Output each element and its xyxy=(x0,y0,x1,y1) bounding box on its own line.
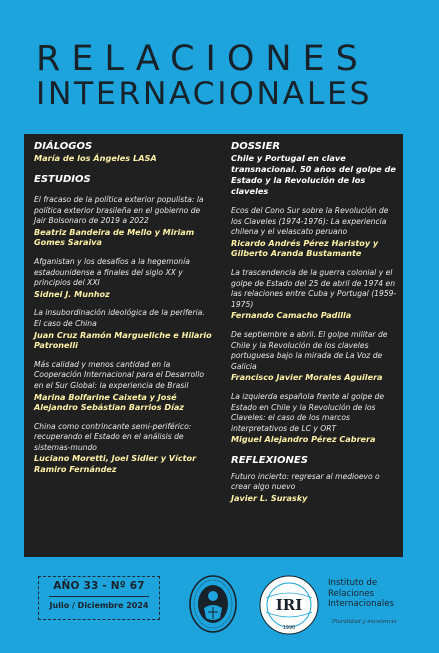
article-authors: Javier L. Surasky xyxy=(231,493,308,504)
university-seal-icon xyxy=(188,574,238,634)
section-heading-dialogos: DIÁLOGOS xyxy=(34,141,93,152)
issue-box xyxy=(38,576,160,620)
cover-footer xyxy=(0,572,439,653)
issue-divider xyxy=(49,596,149,597)
article-title: China como contrincante semi-periférico: recuperando el Estado en el análisis de sistemas-mundo xyxy=(34,421,192,452)
table-of-contents xyxy=(24,134,403,557)
article-authors: Sidnei J. Munhoz xyxy=(34,288,110,299)
article-entry xyxy=(231,392,397,445)
article-title: El fracaso de la política exterior populista: la política exterior brasileña en el gobierno de Jair Bolsonaro de 2019 a 2022 xyxy=(34,195,204,226)
article-title: Futuro incierto: regresar al medioevo o crear algo nuevo xyxy=(231,471,380,492)
article-authors: Miguel Alejandro Pérez Cabrera xyxy=(231,434,376,445)
article-title: La trascendencia de la guerra colonial y el golpe de Estado del 25 de abril de 1974 en las relaciones entre Cuba y Portugal (1959-1975) xyxy=(231,267,397,309)
issue-date: Julio / Diciembre 2024 xyxy=(49,601,149,610)
iri-logo-year: 1990 xyxy=(282,625,296,631)
article-title: Afganistan y los desafíos a la hegemonía estadounidense a finales del siglo XX y principios del XXI xyxy=(34,256,190,288)
iri-logo-icon xyxy=(258,574,320,636)
article-entry xyxy=(231,206,397,259)
article-authors: Fernando Camacho Padilla xyxy=(231,310,352,321)
article-authors: Francisco Javier Morales Aguilera xyxy=(231,372,383,383)
article-entry xyxy=(34,308,214,350)
institute-name-line: Instituto de xyxy=(328,578,378,588)
article-entry xyxy=(231,330,397,383)
toc-right-column xyxy=(231,141,397,504)
article-authors: Luciano Moretti, Joel Sidler y Víctor Ramiro Fernández xyxy=(34,453,197,475)
article-entry xyxy=(231,268,397,321)
section-heading-estudios: ESTUDIOS xyxy=(34,174,91,185)
section-heading-dossier: DOSSIER xyxy=(231,141,281,152)
article-title: Ecos del Cono Sur sobre la Revolución de los Claveles (1974-1976): La experiencia chilena y el velascato peruano xyxy=(231,206,389,237)
section-heading-reflexiones: REFLEXIONES xyxy=(231,454,308,466)
article-entry xyxy=(34,257,214,299)
issue-number: AÑO 33 - Nº 67 xyxy=(53,580,145,592)
article-entry xyxy=(34,360,214,413)
article-authors: Marina Bolfarine Caixeta y José Alejandro Sebástian Barrios Díaz xyxy=(34,391,185,413)
toc-left-column xyxy=(34,141,214,475)
article-entry xyxy=(231,472,397,504)
article-authors: Ricardo Andrés Pérez Haristoy y Gilberto Aranda Bustamante xyxy=(231,237,379,259)
article-entry xyxy=(34,195,214,248)
dossier-subtitle: Chile y Portugal en clave transnacional. 50 años del golpe de Estado y la Revolución de los claveles xyxy=(231,153,396,196)
article-authors: Juan Cruz Ramón Margueliche e Hilario Patronelli xyxy=(34,329,212,351)
dialogos-author: María de los Ángeles LASA xyxy=(34,153,157,163)
article-title: Más calidad y menos cantidad en la Cooperación Internacional para el Desarrollo en el Sur Global: la experiencia de Brasil xyxy=(34,359,204,390)
institute-name-line: Internacionales xyxy=(328,599,394,610)
journal-title-line1: RELACIONES xyxy=(36,39,369,79)
article-title: De septiembre a abril. El golpe militar de Chile y la Revolución de los claveles portuguesa bajo la mirada de La Voz de Galicia xyxy=(231,329,388,371)
article-title: La insubordinación ideológica de la periferia. El caso de China xyxy=(34,308,205,328)
article-entry xyxy=(34,422,214,475)
institute-name-line: Relaciones xyxy=(328,588,375,599)
journal-title-line2: INTERNACIONALES xyxy=(36,76,373,112)
iri-logo-text: IRI xyxy=(275,596,303,614)
article-title: La izquierda española frente al golpe de Estado en Chile y la Revolución de los Claveles: el caso de los marcos interpretativos de LC y ORT xyxy=(231,391,385,433)
institute-name xyxy=(328,578,428,610)
article-authors: Beatriz Bandeira de Mello y Miriam Gomes Saraiva xyxy=(34,226,195,248)
institute-tagline: Pluralidad y excelencia xyxy=(332,619,397,625)
